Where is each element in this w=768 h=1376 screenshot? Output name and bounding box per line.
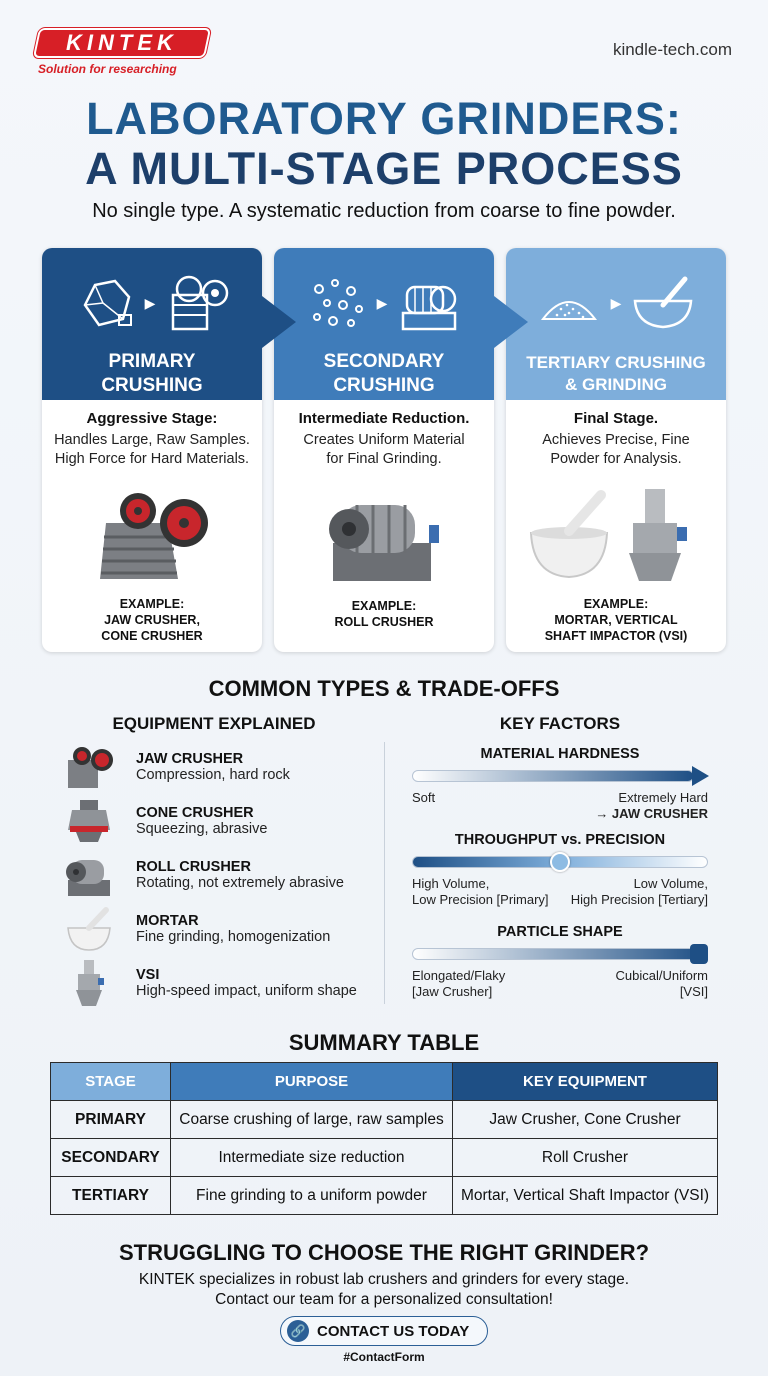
table-header: STAGE	[51, 1063, 171, 1101]
throughput-marker	[550, 852, 570, 872]
table-row	[51, 1101, 718, 1139]
site-url[interactable]: kindle-tech.com	[612, 40, 732, 59]
contact-us-button[interactable]	[280, 1316, 488, 1346]
page-title	[0, 94, 768, 194]
stage-lead: Intermediate Reduction.	[298, 410, 470, 427]
arrow-right-icon: ▶	[376, 294, 388, 311]
equipment-item-mortar: MORTAR Fine grinding, homogenization	[64, 902, 384, 956]
stage-header	[506, 248, 726, 400]
shape-bar	[412, 948, 708, 960]
stage-card-secondary	[274, 248, 494, 652]
shape-left-label: Elongated/Flaky [Jaw Crusher]	[412, 968, 506, 999]
cta-text: KINTEK specializes in robust lab crushers and grinders for every stage. Contact our team for a personalized consultation!	[138, 1271, 630, 1308]
stage-example: EXAMPLE: ROLL CRUSHER	[334, 599, 434, 629]
stage-lead: Final Stage.	[573, 410, 659, 427]
shape-marker	[690, 944, 708, 964]
contact-hashtag[interactable]: #ContactForm	[343, 1350, 425, 1364]
stage-card-tertiary	[506, 248, 726, 652]
summary-title: SUMMARY TABLE	[288, 1030, 480, 1055]
table-header: KEY EQUIPMENT	[453, 1063, 718, 1101]
hardness-left-label: Soft	[412, 790, 436, 805]
link-icon: 🔗	[287, 1320, 309, 1342]
table-cell: TERTIARY	[51, 1177, 171, 1215]
table-row	[51, 1139, 718, 1177]
table-row	[51, 1177, 718, 1215]
stage-title: PRIMARY CRUSHING	[101, 351, 203, 396]
table-cell: Coarse crushing of large, raw samples	[171, 1101, 453, 1139]
roll-crusher-outline-icon	[397, 273, 461, 333]
contact-button-label: CONTACT US TODAY	[317, 1322, 470, 1340]
table-cell: SECONDARY	[51, 1139, 171, 1177]
stage-card-primary	[42, 248, 262, 652]
stage-description: Achieves Precise, Fine Powder for Analysis.	[542, 432, 690, 467]
vsi-icon	[64, 958, 114, 1008]
rock-icon	[75, 275, 135, 331]
cone-crusher-icon	[64, 796, 114, 846]
factors-title: KEY FACTORS	[499, 714, 621, 733]
equipment-title: EQUIPMENT EXPLAINED	[112, 714, 316, 733]
roll-crusher-icon	[64, 850, 114, 900]
jaw-crusher-icon	[64, 742, 114, 792]
stage-example: EXAMPLE: JAW CRUSHER, CONE CRUSHER	[101, 597, 203, 643]
factor-throughput-title: THROUGHPUT vs. PRECISION	[454, 832, 666, 848]
stage-arrow-1	[262, 296, 296, 348]
mortar-icon	[64, 904, 114, 954]
hardness-right-label: Extremely Hard → JAW CRUSHER	[595, 790, 708, 821]
stage-title: TERTIARY CRUSHING & GRINDING	[526, 353, 706, 394]
tradeoffs-title: COMMON TYPES & TRADE-OFFS	[208, 676, 560, 701]
powder-icon	[537, 275, 601, 331]
equipment-item-roll: ROLL CRUSHER Rotating, not extremely abrasive	[64, 848, 384, 902]
equipment-item-cone: CONE CRUSHER Squeezing, abrasive	[64, 794, 384, 848]
roll-crusher-image	[282, 481, 486, 589]
mortar-vsi-image	[514, 481, 718, 589]
table-cell: Roll Crusher	[453, 1139, 718, 1177]
title-line-2: A MULTI-STAGE PROCESS	[85, 143, 683, 194]
factor-shape-title: PARTICLE SHAPE	[497, 924, 623, 940]
hardness-arrowhead	[692, 766, 709, 786]
equipment-item-vsi: VSI High-speed impact, uniform shape	[64, 956, 384, 1010]
table-cell: Mortar, Vertical Shaft Impactor (VSI)	[453, 1177, 718, 1215]
title-line-1: LABORATORY GRINDERS:	[86, 93, 682, 144]
stage-header	[42, 248, 262, 400]
throughput-right-label: Low Volume, High Precision [Tertiary]	[570, 876, 708, 907]
stage-header	[274, 248, 494, 400]
stage-example: EXAMPLE: MORTAR, VERTICAL SHAFT IMPACTOR (VSI)	[544, 597, 688, 643]
summary-table	[50, 1062, 718, 1215]
kintek-logo[interactable]	[36, 28, 208, 76]
mortar-pestle-outline-icon	[631, 273, 695, 333]
stage-description: Handles Large, Raw Samples. High Force for Hard Materials.	[54, 432, 250, 467]
table-header-row	[51, 1063, 718, 1101]
jaw-crusher-outline-icon	[165, 273, 229, 333]
cta-title: STRUGGLING TO CHOOSE THE RIGHT GRINDER?	[118, 1240, 650, 1265]
stage-lead: Aggressive Stage:	[86, 410, 218, 427]
hardness-bar	[412, 770, 694, 782]
table-cell: Intermediate size reduction	[171, 1139, 453, 1177]
particles-icon	[307, 275, 367, 331]
logo-tagline: Solution for researching	[38, 62, 177, 76]
throughput-left-label: High Volume, Low Precision [Primary]	[412, 876, 549, 907]
arrow-right-icon: ▶	[610, 294, 622, 311]
stage-arrow-2	[494, 296, 528, 348]
equipment-item-jaw: JAW CRUSHER Compression, hard rock	[64, 740, 384, 794]
shape-right-label: Cubical/Uniform [VSI]	[615, 968, 708, 999]
arrow-right-icon: ▶	[144, 294, 156, 311]
table-header: PURPOSE	[171, 1063, 453, 1101]
table-cell: Jaw Crusher, Cone Crusher	[453, 1101, 718, 1139]
stage-title: SECONDARY CRUSHING	[323, 351, 445, 396]
stage-description: Creates Uniform Material for Final Grinding.	[303, 432, 465, 467]
table-cell: PRIMARY	[51, 1101, 171, 1139]
jaw-crusher-image	[50, 481, 254, 589]
page-subtitle: No single type. A systematic reduction from coarse to fine powder.	[92, 200, 676, 222]
table-cell: Fine grinding to a uniform powder	[171, 1177, 453, 1215]
factor-hardness-title: MATERIAL HARDNESS	[480, 746, 640, 762]
column-divider	[384, 742, 385, 1004]
logo-wordmark: KINTEK	[66, 30, 178, 55]
